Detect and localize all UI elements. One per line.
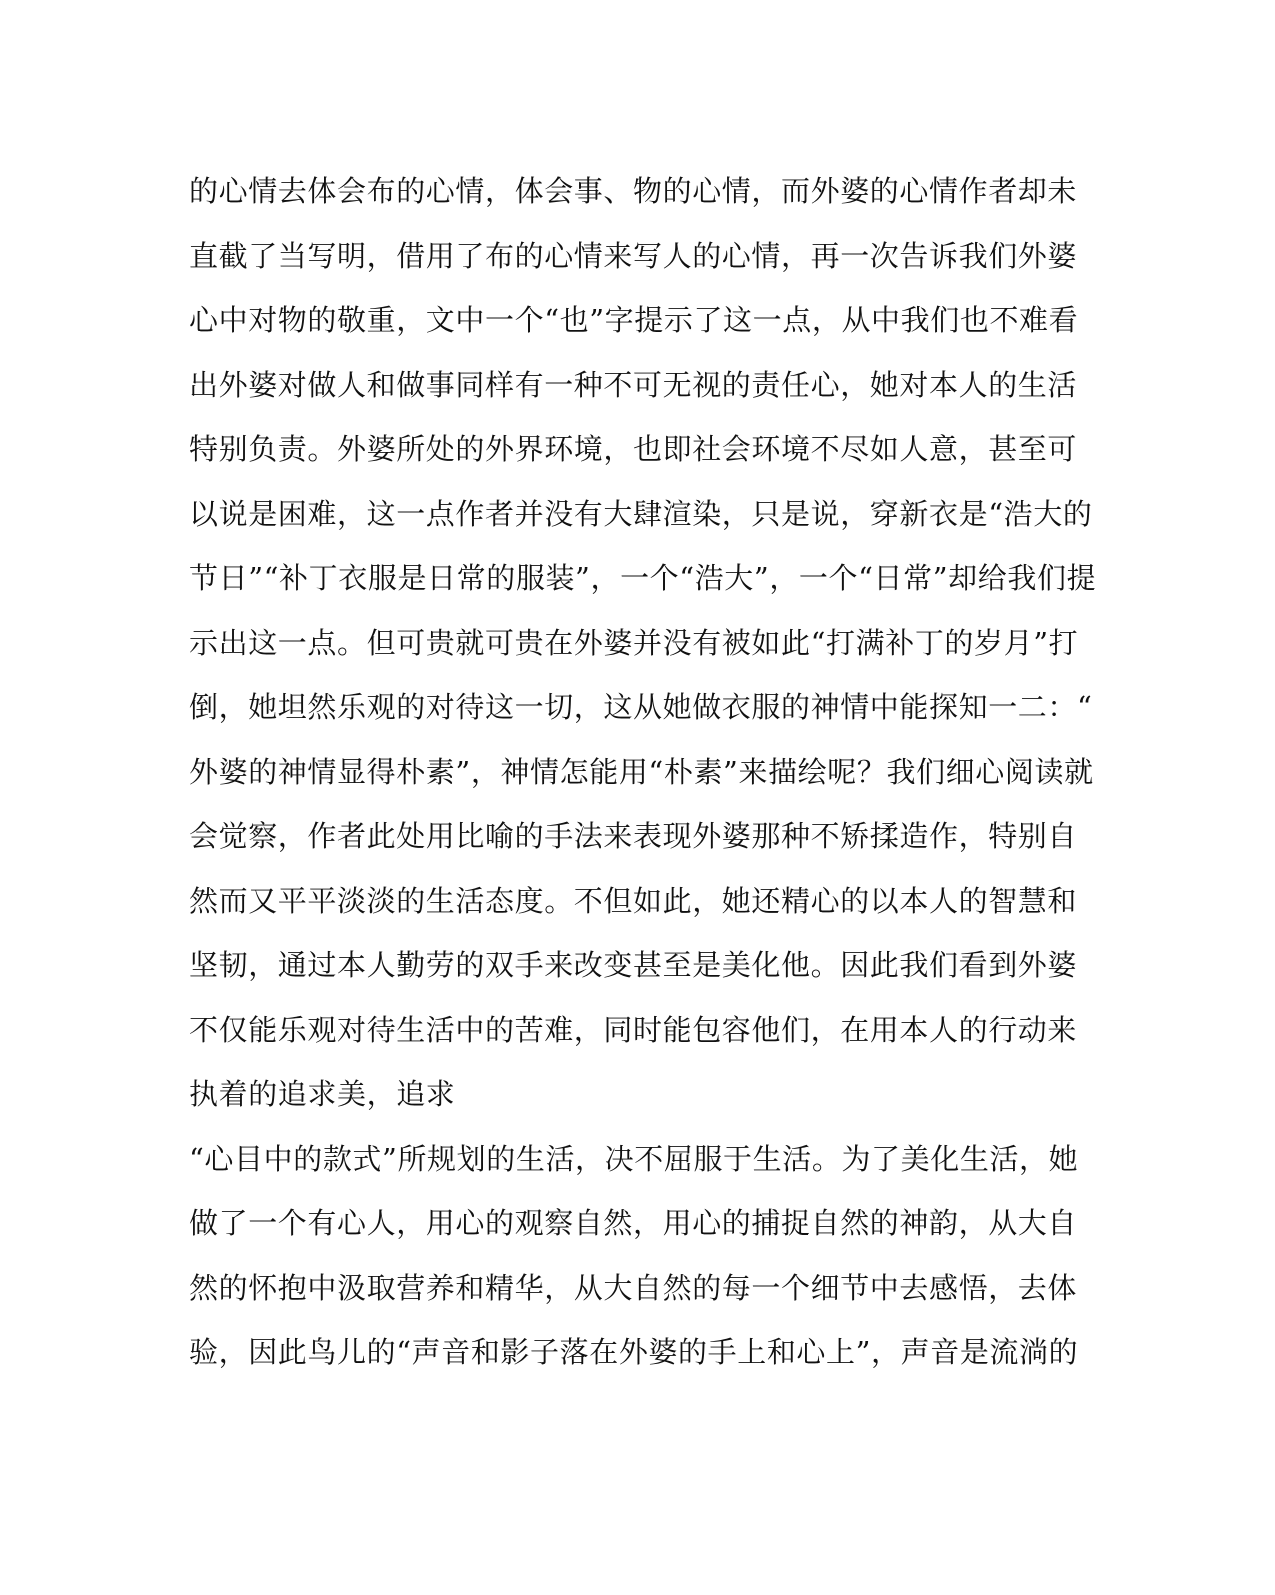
text-line: 然的怀抱中汲取营养和精华，从大自然的每一个细节中去感悟，去体 [189, 1270, 1078, 1305]
text-line: 做了一个有心人，用心的观察自然，用心的捕捉自然的神韵，从大自 [189, 1206, 1078, 1240]
text-line: 坚韧，通过本人勤劳的双手来改变甚至是美化他。因此我们看到外婆 [189, 948, 1078, 982]
text-line: 验，因此鸟儿的“声音和影子落在外婆的手上和心上”，声音是流淌的 [189, 1335, 1079, 1369]
text-line: 会觉察，作者此处用比喻的手法来表现外婆那种不矫揉造作，特别自 [189, 819, 1078, 853]
text-line: 节日”“补丁衣服是日常的服装”，一个“浩大”，一个“日常”却给我们提 [189, 561, 1097, 595]
text-line: 的心情去体会布的心情，体会事、物的心情，而外婆的心情作者却未 [189, 174, 1078, 208]
body-text [189, 166, 1097, 1392]
text-line: 倒，她坦然乐观的对待这一切，这从她做衣服的神情中能探知一二：“ [189, 690, 1093, 724]
text-line: 特别负责。外婆所处的外界环境，也即社会环境不尽如人意，甚至可 [189, 432, 1078, 466]
text-line: 直截了当写明，借用了布的心情来写人的心情，再一次告诉我们外婆 [189, 238, 1078, 273]
text-line: 以说是困难，这一点作者并没有大肆渲染，只是说，穿新衣是“浩大的 [189, 496, 1093, 531]
text-line: “心目中的款式”所规划的生活，决不屈服于生活。为了美化生活，她 [189, 1141, 1079, 1176]
text-line: 执着的追求美，追求 [189, 1077, 456, 1111]
text-line: 心中对物的敬重，文中一个“也”字提示了这一点，从中我们也不难看 [189, 303, 1079, 337]
text-line: 不仅能乐观对待生活中的苦难，同时能包容他们，在用本人的行动来 [189, 1012, 1078, 1047]
text-line: 出外婆对做人和做事同样有一种不可无视的责任心，她对本人的生活 [189, 367, 1078, 402]
text-line: 示出这一点。但可贵就可贵在外婆并没有被如此“打满补丁的岁月”打 [189, 625, 1079, 660]
text-line: 外婆的神情显得朴素”，神情怎能用“朴素”来描绘呢？我们细心阅读就 [189, 754, 1094, 789]
text-line: 然而又平平淡淡的生活态度。不但如此，她还精心的以本人的智慧和 [189, 883, 1078, 918]
